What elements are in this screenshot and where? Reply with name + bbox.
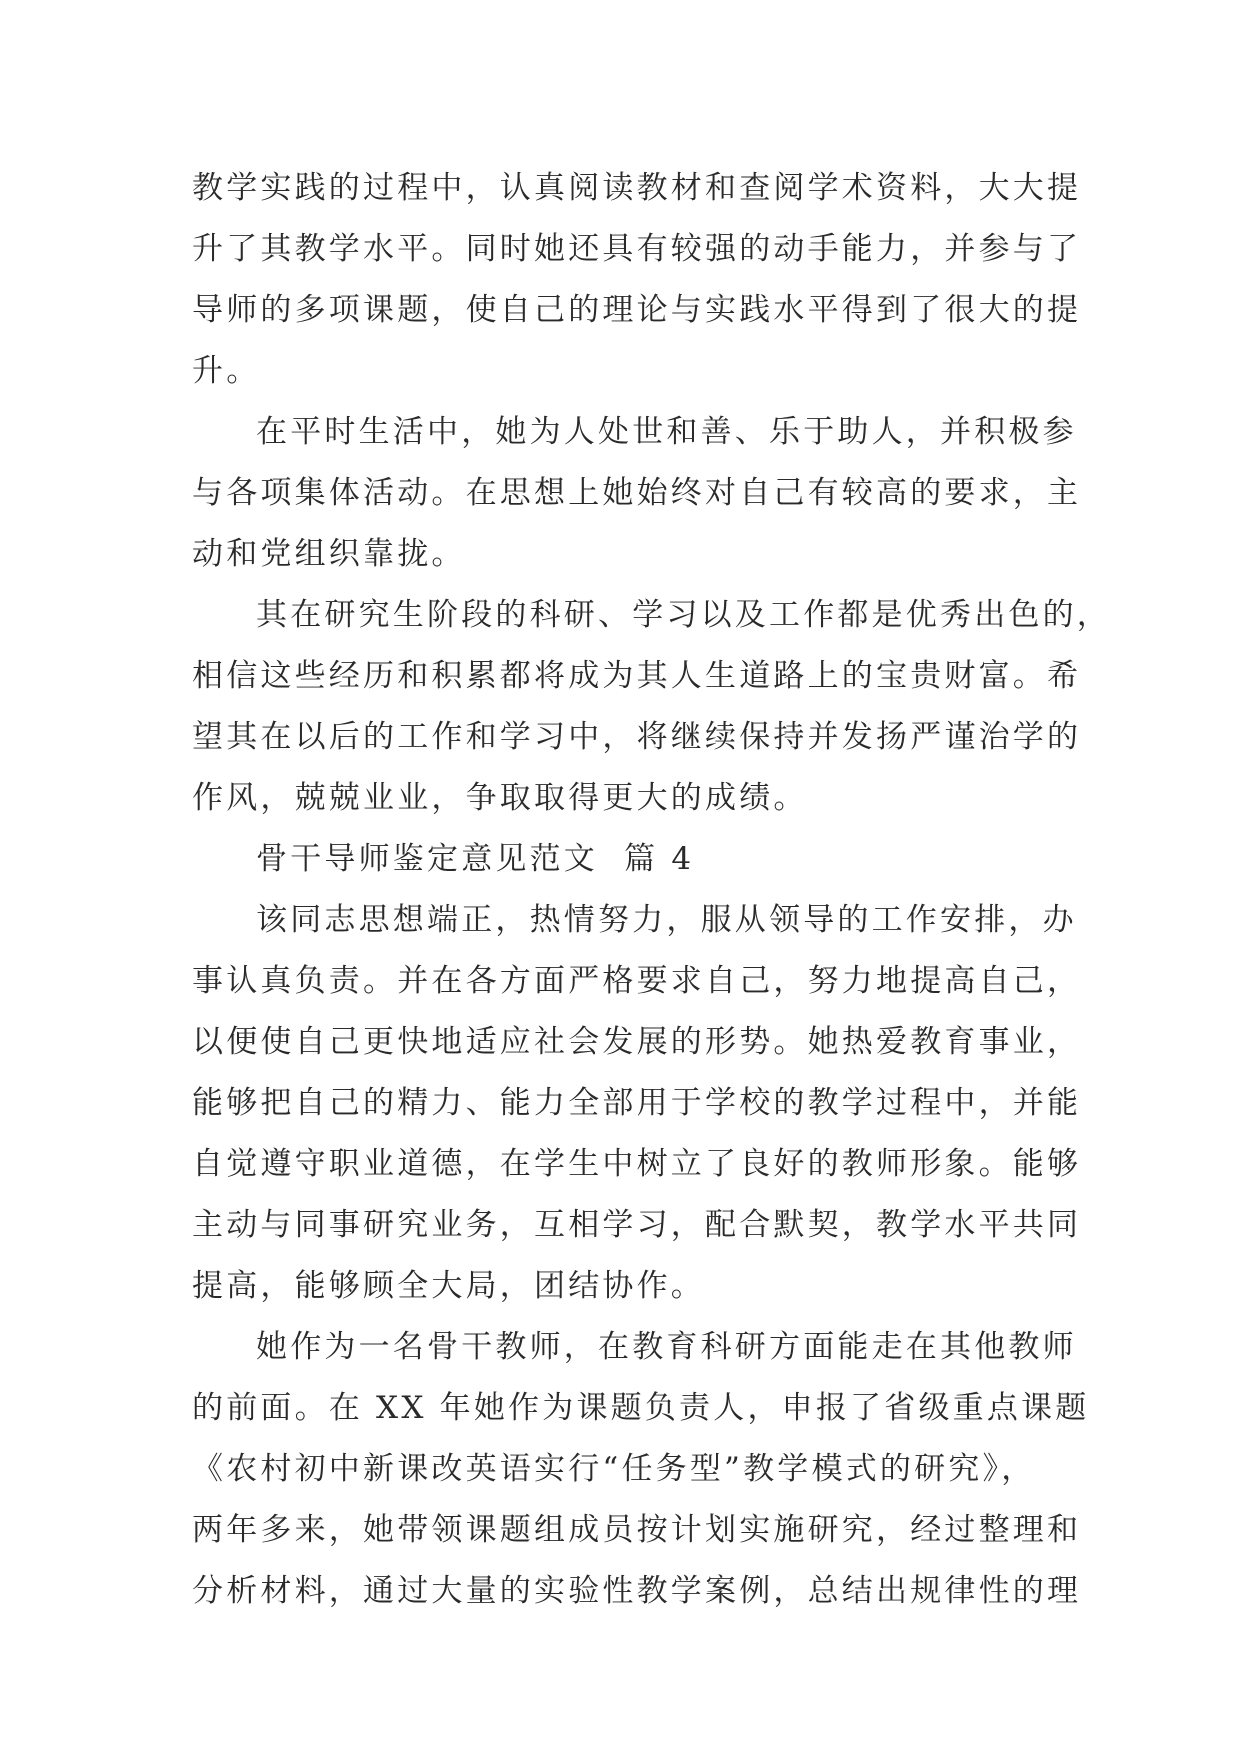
section-heading-text: 骨干导师鉴定意见范文 篇 4 xyxy=(256,841,695,877)
paragraph-line: 以便使自己更快地适应社会发展的形势。她热爱教育事业， xyxy=(192,1024,1082,1060)
paragraph-line: 相信这些经历和积累都将成为其人生道路上的宝贵财富。希 xyxy=(192,658,1082,694)
paragraph-line: 自觉遵守职业道德，在学生中树立了良好的教师形象。能够 xyxy=(192,1146,1082,1182)
paragraph-line: 事认真负责。并在各方面严格要求自己，努力地提高自己， xyxy=(192,963,1082,999)
paragraph-line: 望其在以后的工作和学习中，将继续保持并发扬严谨治学的 xyxy=(192,719,1082,755)
paragraph-line: 她作为一名骨干教师，在教育科研方面能走在其他教师 xyxy=(256,1329,1077,1365)
paragraph xyxy=(192,585,1111,829)
paragraph-line: 升。 xyxy=(192,353,261,389)
document-body xyxy=(192,158,1111,1622)
paragraph-line: 能够把自己的精力、能力全部用于学校的教学过程中，并能 xyxy=(192,1085,1082,1121)
paragraph-line: 升了其教学水平。同时她还具有较强的动手能力，并参与了 xyxy=(192,231,1082,267)
paragraph-line: 主动与同事研究业务，互相学习，配合默契，教学水平共同 xyxy=(192,1207,1082,1243)
paragraph xyxy=(192,402,1082,585)
paragraph-line: 其在研究生阶段的科研、学习以及工作都是优秀出色的， xyxy=(256,597,1111,633)
paragraph-line: 教学实践的过程中，认真阅读教材和查阅学术资料，大大提 xyxy=(192,170,1082,206)
paragraph-line: 分析材料，通过大量的实验性教学案例，总结出规律性的理 xyxy=(192,1573,1082,1609)
paragraph xyxy=(192,890,1082,1317)
paragraph-line: 该同志思想端正，热情努力，服从领导的工作安排，办 xyxy=(256,902,1077,938)
paragraph xyxy=(192,1317,1090,1622)
section-heading xyxy=(192,829,1052,890)
paragraph-line: 提高，能够顾全大局，团结协作。 xyxy=(192,1268,705,1304)
paragraph-line: 作风，兢兢业业，争取取得更大的成绩。 xyxy=(192,780,808,816)
paragraph-line: 导师的多项课题，使自己的理论与实践水平得到了很大的提 xyxy=(192,292,1082,328)
paragraph-line: 动和党组织靠拢。 xyxy=(192,536,466,572)
paragraph-line: 两年多来，她带领课题组成员按计划实施研究，经过整理和 xyxy=(192,1512,1082,1548)
paragraph xyxy=(192,158,1082,402)
paragraph-line: 的前面。在 XX 年她作为课题负责人，申报了省级重点课题 xyxy=(192,1390,1090,1426)
paragraph-line: 《农村初中新课改英语实行“任务型”教学模式的研究》， xyxy=(192,1451,1036,1487)
paragraph-line: 与各项集体活动。在思想上她始终对自己有较高的要求，主 xyxy=(192,475,1082,511)
paragraph-line: 在平时生活中，她为人处世和善、乐于助人，并积极参 xyxy=(256,414,1077,450)
